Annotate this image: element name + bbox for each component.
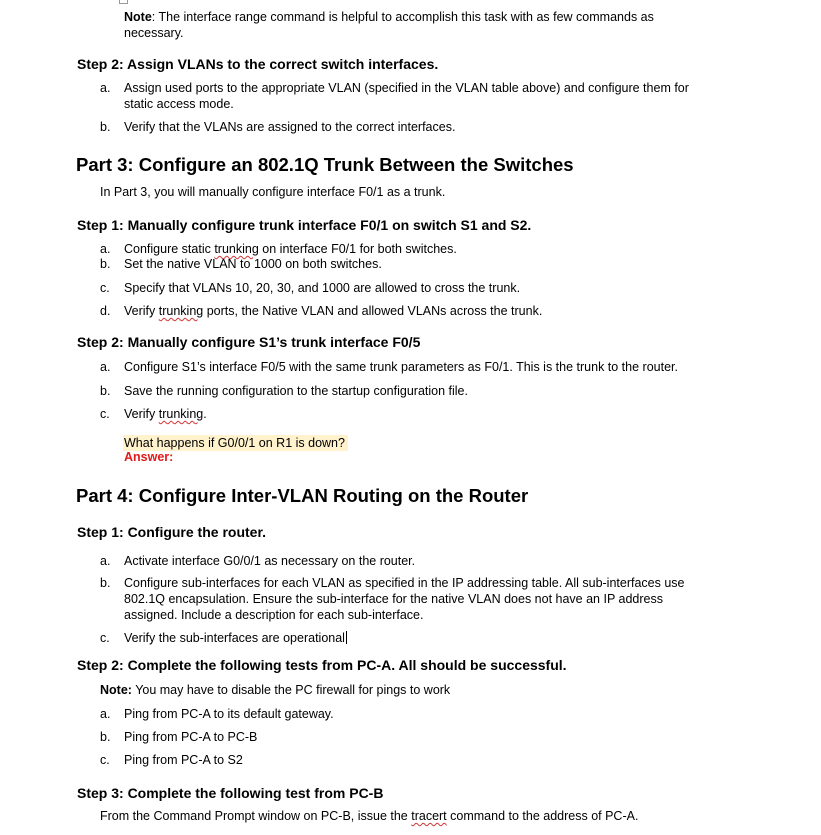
list-label: b. [100, 257, 111, 271]
list-item: Verify that the VLANs are assigned to the correct interfaces. [124, 120, 456, 134]
list-item: Verify trunking. [124, 407, 207, 421]
list-item: Configure S1’s interface F0/5 with the same trunk parameters as F0/1. This is the trunk to the router. [124, 360, 678, 374]
list-item: Configure sub-interfaces for each VLAN as specified in the IP addressing table. All sub-interfaces use 802.1Q encapsulation. Ensure the sub-interface for the native VLAN does not have an IP address assigned. Include a description for each sub-interface. [124, 576, 685, 622]
answer-label: Answer: [124, 450, 174, 464]
note-paragraph: Note: You may have to disable the PC firewall for pings to work [100, 683, 451, 697]
part-3-title: Part 3: Configure an 802.1Q Trunk Between the Switches [76, 154, 574, 175]
note-label: Note [124, 10, 152, 24]
list-label: b. [100, 120, 111, 134]
list-label: b. [100, 384, 111, 398]
spellcheck-word: trunking [158, 304, 204, 318]
list-label: c. [100, 753, 110, 767]
note-paragraph [124, 9, 716, 41]
list-item: Set the native VLAN to 1000 on both switches. [124, 257, 382, 271]
list-label: a. [100, 81, 111, 95]
list-label: a. [100, 707, 111, 721]
list-item: Verify trunking ports, the Native VLAN and allowed VLANs across the trunk. [124, 304, 543, 318]
list-label: a. [100, 360, 111, 374]
list-label: c. [100, 407, 110, 421]
spellcheck-word: tracert [411, 809, 447, 823]
list-item: Activate interface G0/0/1 as necessary on the router. [124, 554, 416, 568]
list-item: Save the running configuration to the startup configuration file. [124, 384, 468, 398]
part-4-title: Part 4: Configure Inter-VLAN Routing on the Router [76, 485, 529, 506]
list-item: Configure static trunking on interface F0/1 for both switches. [124, 242, 457, 256]
step-heading-assign-vlans: Step 2: Assign VLANs to the correct switch interfaces. [77, 56, 439, 72]
spellcheck-word: trunking [214, 242, 259, 256]
list-item: Assign used ports to the appropriate VLAN (specified in the VLAN table above) and configure them for static access mode. [124, 81, 689, 111]
list-label: b. [100, 730, 111, 744]
spellcheck-word: trunking [158, 407, 204, 421]
step-heading-configure-router: Step 1: Configure the router. [77, 524, 267, 540]
list-label: b. [100, 576, 111, 590]
step-heading-tests-pc-a: Step 2: Complete the following tests from PC-A. All should be successful. [77, 657, 567, 673]
page-boundary-marker [119, 0, 128, 4]
list-label: c. [100, 281, 110, 295]
list-item: Ping from PC-A to its default gateway. [124, 707, 334, 721]
list-label: a. [100, 554, 111, 568]
step-heading-trunk-f05: Step 2: Manually configure S1’s trunk interface F0/5 [77, 334, 421, 350]
text-cursor [346, 631, 347, 644]
tracert-paragraph: From the Command Prompt window on PC-B, issue the tracert command to the address of PC-A. [100, 809, 639, 823]
note-text: : The interface range command is helpful to accomplish this task with as few commands as necessary. [124, 10, 654, 40]
list-label: c. [100, 631, 110, 645]
step-heading-trunk-f01: Step 1: Manually configure trunk interface F0/1 on switch S1 and S2. [77, 217, 532, 233]
list-item: Ping from PC-A to S2 [124, 753, 243, 767]
list-label: d. [100, 304, 111, 318]
part-3-intro: In Part 3, you will manually configure interface F0/1 as a trunk. [100, 185, 446, 199]
list-label: a. [100, 242, 111, 256]
list-item: Specify that VLANs 10, 20, 30, and 1000 are allowed to cross the trunk. [124, 281, 521, 295]
list-item[interactable]: Verify the sub-interfaces are operational [124, 631, 345, 645]
list-item: Ping from PC-A to PC-B [124, 730, 258, 744]
step-heading-test-pc-b: Step 3: Complete the following test from PC-B [77, 785, 384, 801]
question-text: What happens if G0/0/1 on R1 is down? [123, 435, 348, 451]
